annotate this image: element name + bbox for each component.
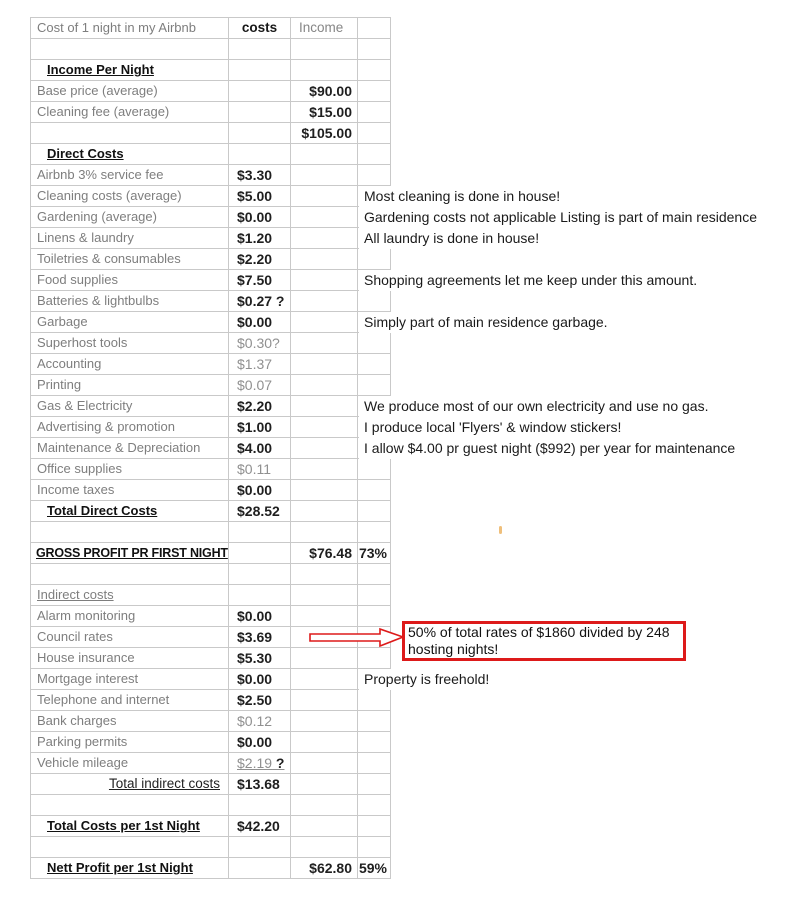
table-row — [31, 354, 391, 375]
label-cell[interactable]: Gardening (average) — [31, 207, 229, 228]
income-cell[interactable] — [291, 291, 358, 312]
label-cell[interactable]: Parking permits — [31, 732, 229, 753]
table-row — [31, 438, 736, 459]
header-label-cell[interactable]: Cost of 1 night in my Airbnb — [31, 18, 229, 39]
cost-value: $1.37 — [237, 356, 273, 372]
cost-cell[interactable] — [229, 291, 291, 312]
cost-cell[interactable] — [229, 585, 291, 606]
pct-cell[interactable] — [358, 564, 391, 585]
cost-value: $4.00 — [237, 440, 273, 456]
label-cell[interactable]: Advertising & promotion — [31, 417, 229, 438]
cost-cell[interactable] — [229, 522, 291, 543]
cell-note[interactable]: I produce local 'Flyers' & window stickers! — [359, 417, 627, 438]
cost-cell[interactable] — [229, 816, 291, 837]
pct-cell[interactable] — [358, 480, 391, 501]
label-cell[interactable]: Vehicle mileage — [31, 753, 229, 774]
header-row — [31, 18, 391, 39]
pct-cell[interactable] — [358, 81, 391, 102]
cell-note[interactable]: Shopping agreements let me keep under this amount. — [359, 270, 703, 291]
cost-cell[interactable] — [229, 123, 291, 144]
label-cell[interactable]: Batteries & lightbulbs — [31, 291, 229, 312]
income-cell[interactable] — [291, 207, 358, 228]
cost-value: $0.30? — [237, 335, 280, 351]
label-cell[interactable]: Gas & Electricity — [31, 396, 229, 417]
table-row — [31, 207, 757, 228]
label-cell[interactable] — [31, 123, 229, 144]
income-cell[interactable] — [291, 186, 358, 207]
cost-value: $2.50 — [237, 692, 273, 708]
cost-cell[interactable] — [229, 480, 291, 501]
cost-cell[interactable] — [229, 354, 291, 375]
label-cell[interactable]: Telephone and internet — [31, 690, 229, 711]
pct-cell[interactable] — [358, 648, 391, 669]
pct-cell[interactable] — [358, 249, 391, 270]
income-cell[interactable] — [291, 564, 358, 585]
cost-cell[interactable] — [229, 186, 291, 207]
pct-cell[interactable] — [358, 165, 391, 186]
cost-cell[interactable] — [229, 417, 291, 438]
label-cell[interactable]: Total Costs per 1st Night — [31, 816, 229, 837]
header-income-cell[interactable]: Income — [291, 18, 358, 39]
label-cell[interactable] — [31, 39, 229, 60]
callout-line: hosting nights! — [408, 641, 499, 657]
table-row — [31, 522, 391, 543]
pct-cell[interactable] — [358, 144, 391, 165]
table-row — [31, 732, 391, 753]
income-cell[interactable] — [291, 417, 358, 438]
table-row — [31, 690, 391, 711]
table-row — [31, 648, 391, 669]
pct-cell[interactable] — [358, 606, 391, 627]
table-row — [31, 711, 391, 732]
income-cell[interactable] — [291, 753, 358, 774]
cost-suffix: ? — [272, 755, 285, 771]
cost-cell[interactable] — [229, 375, 291, 396]
pct-cell[interactable] — [358, 354, 391, 375]
income-cell[interactable] — [291, 333, 358, 354]
income-cell[interactable] — [291, 774, 358, 795]
cost-cell[interactable] — [229, 144, 291, 165]
cost-cell[interactable] — [229, 249, 291, 270]
pct-cell[interactable]: 73% — [358, 543, 391, 564]
cost-cell[interactable] — [229, 270, 291, 291]
table-row — [31, 858, 391, 879]
income-cell[interactable] — [291, 669, 358, 690]
cell-note[interactable]: Property is freehold! — [359, 669, 495, 690]
red-arrow-polygon — [310, 629, 403, 646]
cost-cell[interactable] — [229, 312, 291, 333]
table-row — [31, 39, 391, 60]
cost-value: $5.30 — [237, 650, 273, 666]
income-cell[interactable] — [291, 606, 358, 627]
cost-cell[interactable] — [229, 690, 291, 711]
cost-value: $2.19 — [237, 755, 273, 771]
income-cell[interactable] — [291, 228, 358, 249]
pct-cell[interactable] — [358, 753, 391, 774]
callout-line: 50% of total rates of $1860 divided by 248 — [408, 624, 670, 640]
cost-cell[interactable] — [229, 564, 291, 585]
label-cell[interactable]: Direct Costs — [31, 144, 229, 165]
income-cell[interactable] — [291, 816, 358, 837]
cost-value: $3.69 — [237, 629, 273, 645]
cell-note[interactable]: We produce most of our own electricity and use no gas. — [359, 396, 714, 417]
cost-value: $0.11 — [237, 461, 271, 477]
cost-value: $0.07 — [237, 377, 273, 393]
pct-cell[interactable] — [358, 837, 391, 858]
income-cell[interactable] — [291, 837, 358, 858]
table-row — [31, 543, 391, 564]
table-row — [31, 291, 391, 312]
table-row — [31, 753, 391, 774]
cell-note[interactable]: I allow $4.00 pr guest night ($992) per year for maintenance — [359, 438, 741, 459]
income-cell[interactable] — [291, 438, 358, 459]
cost-cell[interactable] — [229, 81, 291, 102]
table-row — [31, 501, 391, 522]
income-cell[interactable] — [291, 249, 358, 270]
cost-cell[interactable] — [229, 438, 291, 459]
cost-value: $0.00 — [237, 314, 273, 330]
cost-cell[interactable] — [229, 39, 291, 60]
pct-cell[interactable] — [358, 459, 391, 480]
income-cell[interactable] — [291, 648, 358, 669]
label-cell[interactable] — [31, 837, 229, 858]
pct-cell[interactable] — [358, 123, 391, 144]
income-cell[interactable] — [291, 396, 358, 417]
cost-cell[interactable] — [229, 396, 291, 417]
table-row — [31, 375, 391, 396]
pct-cell[interactable] — [358, 333, 391, 354]
pct-cell[interactable] — [358, 732, 391, 753]
cost-value: $0.00 — [237, 209, 273, 225]
income-cell[interactable] — [291, 480, 358, 501]
cost-cell[interactable] — [229, 858, 291, 879]
cell-note[interactable]: Simply part of main residence garbage. — [359, 312, 614, 333]
cost-value: $28.52 — [237, 503, 280, 519]
pct-cell[interactable] — [358, 60, 391, 81]
cost-cell[interactable] — [229, 627, 291, 648]
cost-cell[interactable] — [229, 669, 291, 690]
table-row — [31, 81, 391, 102]
table-row — [31, 270, 698, 291]
header-pct-cell[interactable] — [358, 18, 391, 39]
table-row — [31, 312, 608, 333]
table-row — [31, 249, 391, 270]
income-cell[interactable] — [291, 690, 358, 711]
label-cell[interactable]: Income Per Night — [31, 60, 229, 81]
label-cell[interactable] — [31, 522, 229, 543]
label-cell[interactable]: Council rates — [31, 627, 229, 648]
cost-cell[interactable] — [229, 333, 291, 354]
cost-value: $1.20 — [237, 230, 273, 246]
pct-cell[interactable] — [358, 774, 391, 795]
cost-cell[interactable] — [229, 774, 291, 795]
table-row — [31, 123, 391, 144]
cost-cell[interactable] — [229, 543, 291, 564]
pct-cell[interactable] — [358, 291, 391, 312]
pct-cell[interactable] — [358, 711, 391, 732]
cost-cell[interactable] — [229, 711, 291, 732]
table-row — [31, 186, 561, 207]
table-row — [31, 396, 709, 417]
income-cell[interactable] — [291, 39, 358, 60]
callout-box[interactable] — [402, 621, 686, 661]
pct-cell[interactable] — [358, 375, 391, 396]
label-cell[interactable]: Office supplies — [31, 459, 229, 480]
income-cell[interactable]: $15.00 — [291, 102, 358, 123]
label-cell[interactable]: Total indirect costs — [31, 774, 229, 795]
cost-cell[interactable] — [229, 732, 291, 753]
label-cell[interactable]: Base price (average) — [31, 81, 229, 102]
table-row — [31, 333, 391, 354]
cost-value: $2.20 — [237, 251, 273, 267]
table-row — [31, 564, 391, 585]
label-cell[interactable] — [31, 795, 229, 816]
label-cell[interactable]: Alarm monitoring — [31, 606, 229, 627]
income-cell[interactable]: $90.00 — [291, 81, 358, 102]
income-cell[interactable] — [291, 354, 358, 375]
label-cell[interactable]: Bank charges — [31, 711, 229, 732]
income-cell[interactable] — [291, 375, 358, 396]
cost-cell[interactable] — [229, 228, 291, 249]
income-cell[interactable]: $105.00 — [291, 123, 358, 144]
label-cell[interactable]: Mortgage interest — [31, 669, 229, 690]
label-cell[interactable]: Indirect costs — [31, 585, 229, 606]
cost-cell[interactable] — [229, 459, 291, 480]
label-cell[interactable]: Linens & laundry — [31, 228, 229, 249]
table-row — [31, 417, 622, 438]
table-row — [31, 606, 391, 627]
cost-cell[interactable] — [229, 207, 291, 228]
income-cell[interactable]: $76.48 — [291, 543, 358, 564]
income-cell[interactable] — [291, 501, 358, 522]
label-cell[interactable]: Maintenance & Depreciation — [31, 438, 229, 459]
label-cell[interactable]: Food supplies — [31, 270, 229, 291]
cost-cell[interactable] — [229, 648, 291, 669]
cost-value: $0.12 — [237, 713, 273, 729]
pct-cell[interactable] — [358, 102, 391, 123]
table-row — [31, 585, 391, 606]
label-cell[interactable]: Airbnb 3% service fee — [31, 165, 229, 186]
pct-cell[interactable] — [358, 585, 391, 606]
income-cell[interactable] — [291, 312, 358, 333]
cost-value: $0.00 — [237, 671, 273, 687]
cost-cell[interactable] — [229, 837, 291, 858]
label-cell[interactable]: Accounting — [31, 354, 229, 375]
table-row — [31, 837, 391, 858]
cost-value: $0.00 — [237, 482, 273, 498]
income-cell[interactable] — [291, 270, 358, 291]
cost-value: $1.00 — [237, 419, 273, 435]
income-cell[interactable] — [291, 522, 358, 543]
table-row — [31, 480, 391, 501]
cost-value: $7.50 — [237, 272, 273, 288]
cost-value: $3.30 — [237, 167, 273, 183]
table-row — [31, 816, 391, 837]
stray-mark — [499, 526, 502, 534]
pct-cell[interactable] — [358, 522, 391, 543]
income-cell[interactable] — [291, 60, 358, 81]
income-cell[interactable] — [291, 165, 358, 186]
cell-note[interactable]: All laundry is done in house! — [359, 228, 545, 249]
income-cell[interactable] — [291, 795, 358, 816]
pct-cell[interactable] — [358, 795, 391, 816]
pct-cell[interactable] — [358, 501, 391, 522]
label-cell[interactable] — [31, 564, 229, 585]
income-cell[interactable] — [291, 144, 358, 165]
cost-cell[interactable] — [229, 102, 291, 123]
pct-cell[interactable] — [358, 39, 391, 60]
table-row — [31, 459, 391, 480]
income-cell[interactable] — [291, 711, 358, 732]
label-cell[interactable]: Superhost tools — [31, 333, 229, 354]
table-row — [31, 144, 391, 165]
cost-value: $13.68 — [237, 776, 280, 792]
table-row — [31, 228, 540, 249]
table-row — [31, 669, 490, 690]
label-cell[interactable]: Income taxes — [31, 480, 229, 501]
label-cell[interactable]: Nett Profit per 1st Night — [31, 858, 229, 879]
cost-value: $0.27 ? — [237, 293, 285, 309]
income-cell[interactable] — [291, 585, 358, 606]
cost-value: $2.20 — [237, 398, 273, 414]
cost-value: $0.00 — [237, 608, 273, 624]
label-cell[interactable]: House insurance — [31, 648, 229, 669]
pct-cell[interactable]: 59% — [358, 858, 391, 879]
cost-value: $42.20 — [237, 818, 280, 834]
cell-note[interactable]: Gardening costs not applicable Listing is part of main residence — [359, 207, 763, 228]
label-cell[interactable]: Toiletries & consumables — [31, 249, 229, 270]
label-cell[interactable]: Garbage — [31, 312, 229, 333]
cell-note[interactable]: Most cleaning is done in house! — [359, 186, 566, 207]
label-cell[interactable]: Total Direct Costs — [31, 501, 229, 522]
cost-cell[interactable] — [229, 795, 291, 816]
header-costs-cell[interactable]: costs — [229, 18, 291, 39]
cost-cell[interactable] — [229, 60, 291, 81]
cost-cell[interactable] — [229, 501, 291, 522]
label-cell[interactable]: Cleaning fee (average) — [31, 102, 229, 123]
label-cell[interactable]: Printing — [31, 375, 229, 396]
income-cell[interactable] — [291, 732, 358, 753]
label-cell[interactable]: Cleaning costs (average) — [31, 186, 229, 207]
table-row — [31, 102, 391, 123]
red-arrow-shape[interactable] — [306, 625, 406, 651]
cost-value: $5.00 — [237, 188, 273, 204]
income-cell[interactable]: $62.80 — [291, 858, 358, 879]
label-cell[interactable]: GROSS PROFIT PR FIRST NIGHT — [31, 543, 229, 564]
table-row — [31, 60, 391, 81]
pct-cell[interactable] — [358, 816, 391, 837]
pct-cell[interactable] — [358, 690, 391, 711]
cost-cell[interactable] — [229, 753, 291, 774]
cost-cell[interactable] — [229, 165, 291, 186]
cost-cell[interactable] — [229, 606, 291, 627]
table-row — [31, 795, 391, 816]
cost-value: $0.00 — [237, 734, 273, 750]
table-row — [31, 774, 391, 795]
table-row — [31, 165, 391, 186]
income-cell[interactable] — [291, 459, 358, 480]
